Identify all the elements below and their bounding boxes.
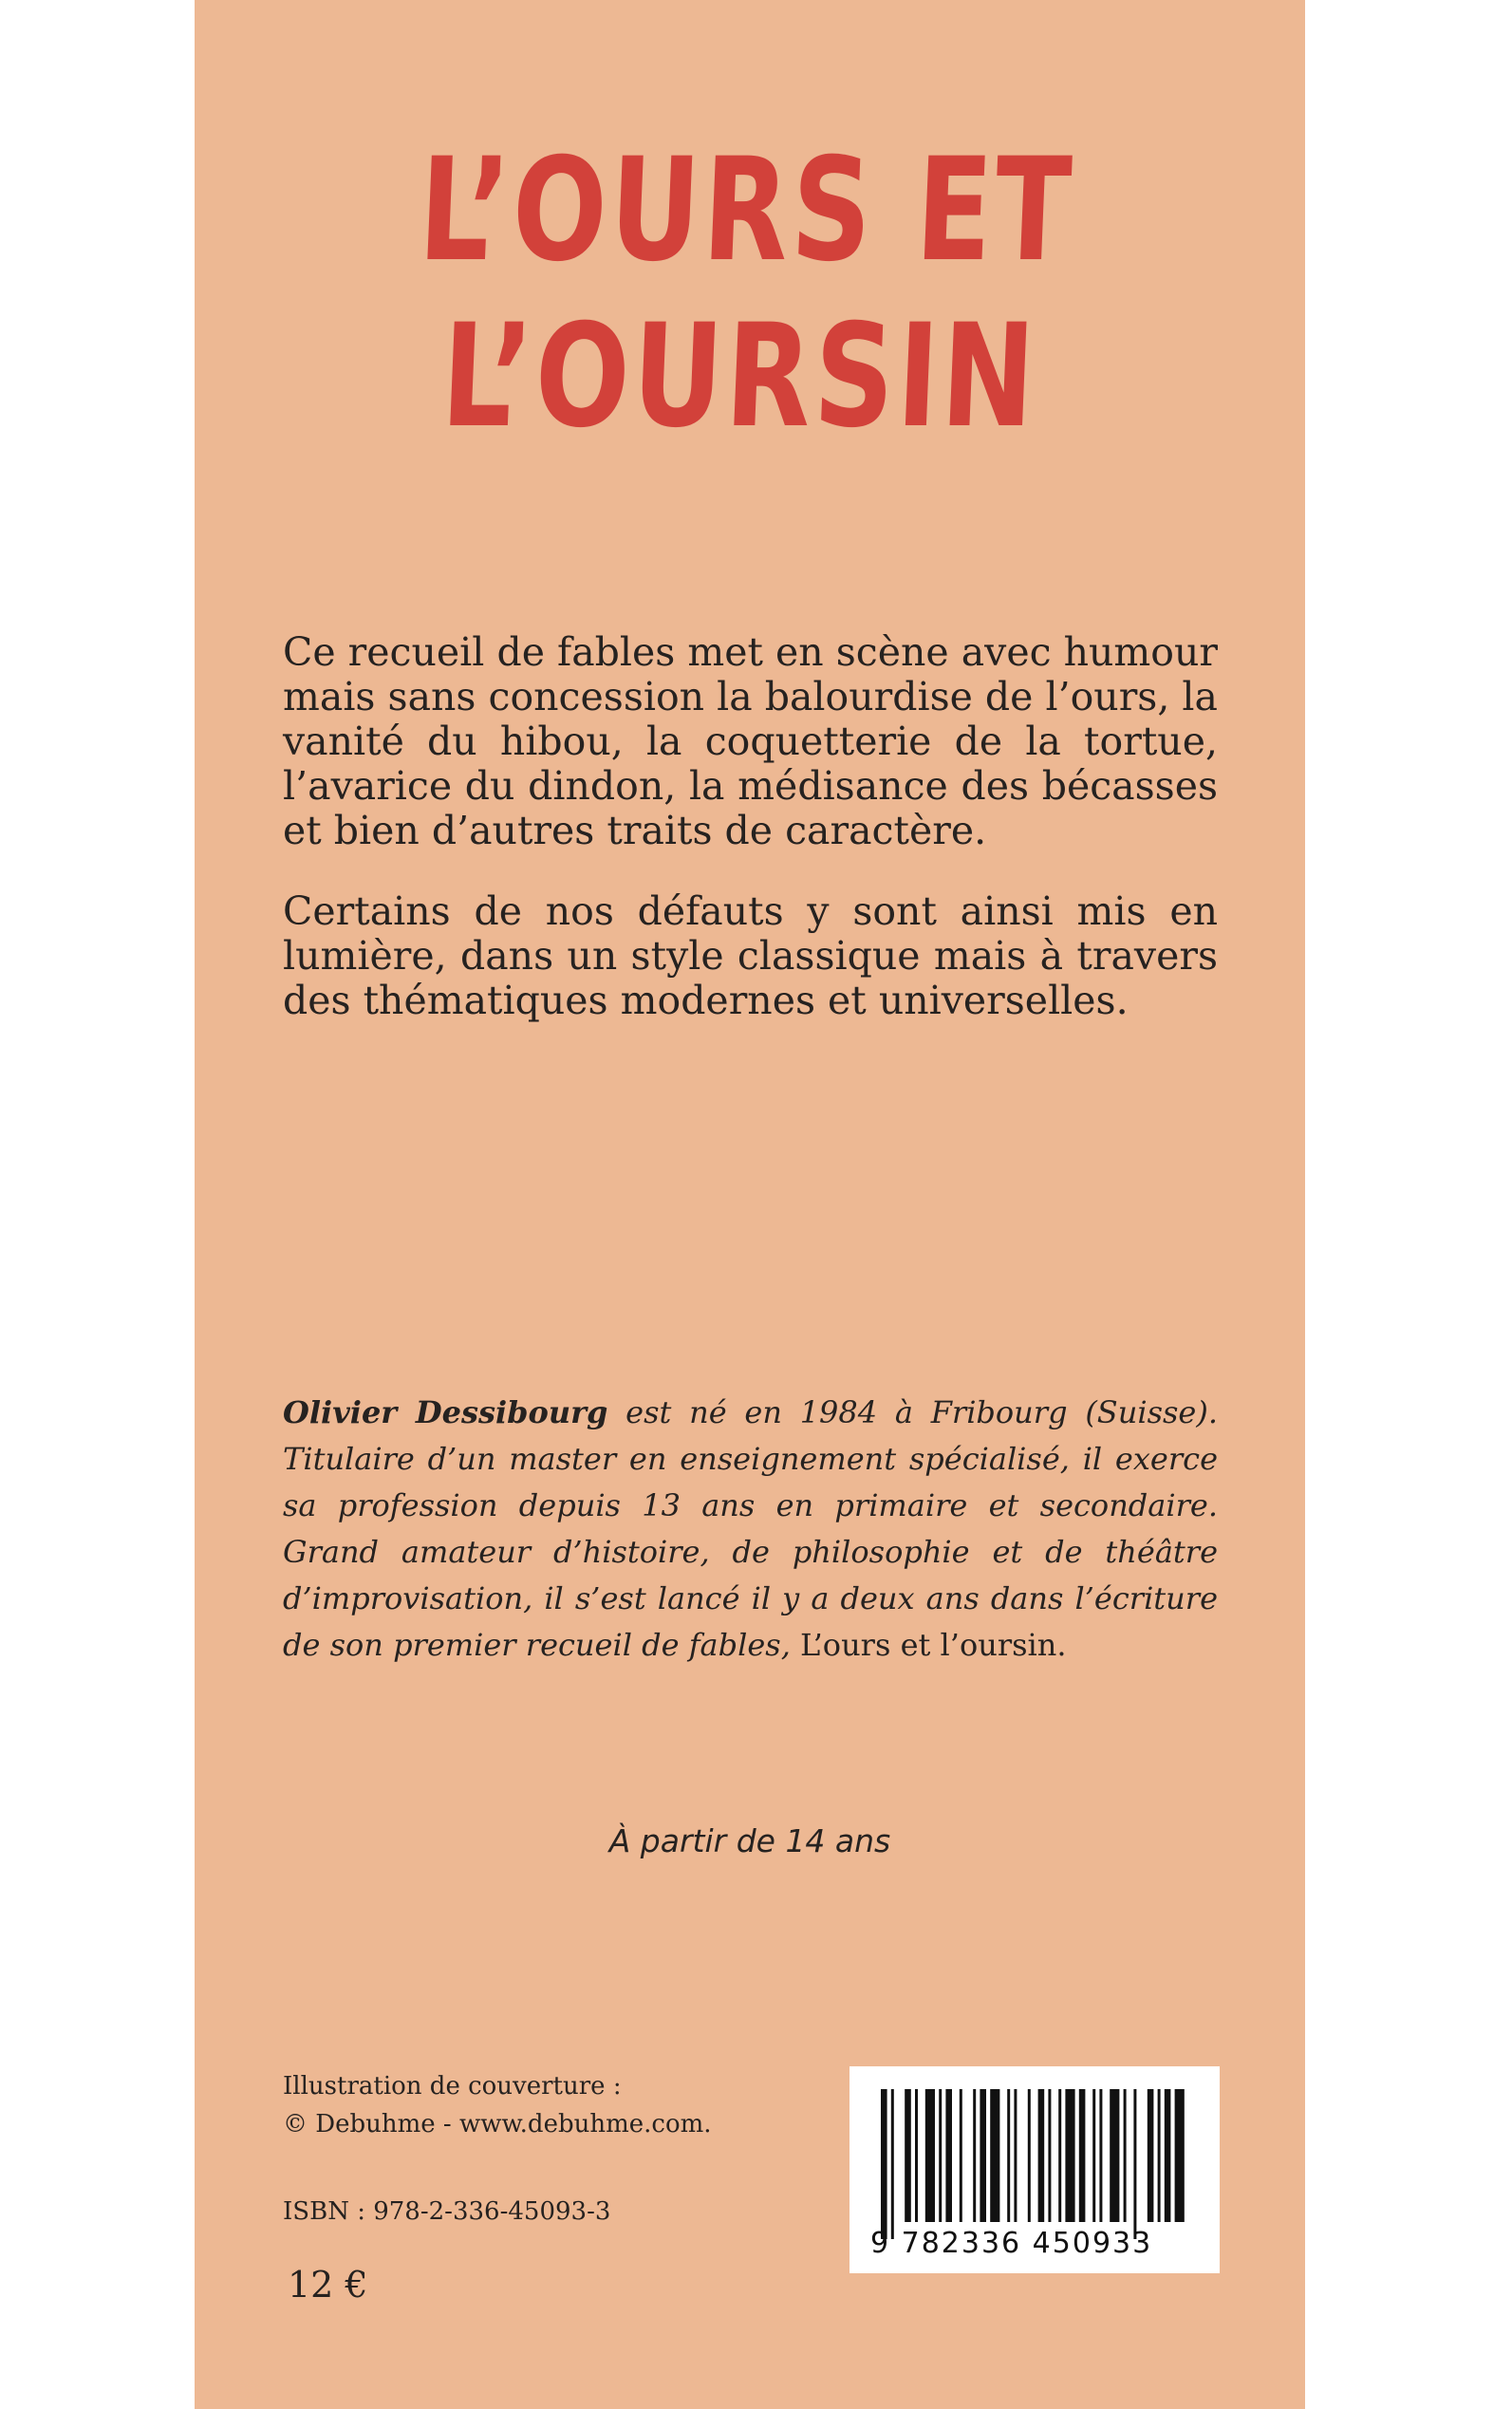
barcode-bar	[881, 2089, 887, 2239]
price: 12 €	[288, 2264, 368, 2306]
barcode-bar	[891, 2089, 894, 2239]
barcode	[849, 2066, 1220, 2273]
barcode-bar	[939, 2089, 942, 2222]
synopsis-paragraph-1: Ce recueil de fables met en scène avec humour mais sans concession la balourdise de l’ours, la vanité du hibou, la coquetterie de la tortue, l’avarice du dindon, la médisance des bécasses et bien d’autres traits de caractère.	[283, 629, 1218, 853]
bio-text: est né en 1984 à Fribourg (Suisse). Titulaire d’un master en enseignement spécialisé, il exerce sa profession depuis 13 ans en primaire et secondaire. Grand amateur d’histoire, de philosophie et de théâtre d’improvisation, il s’est lancé il y a deux ans dans l’écriture de son premier recueil de fables,	[283, 1394, 1219, 1663]
barcode-bar	[1028, 2089, 1031, 2222]
illustration-credits	[283, 2067, 712, 2143]
author-name: Olivier Dessibourg	[283, 1394, 608, 1430]
barcode-bar	[905, 2089, 911, 2222]
barcode-bar	[960, 2089, 962, 2222]
book-title	[303, 128, 1183, 460]
author-bio	[283, 1390, 1218, 1669]
barcode-bar	[1175, 2089, 1185, 2222]
credits-line-2: © Debuhme - www.debuhme.com.	[283, 2110, 712, 2138]
barcode-bar	[990, 2089, 999, 2222]
barcode-bar	[925, 2089, 935, 2222]
barcode-bar	[1048, 2089, 1051, 2222]
barcode-bar	[1124, 2089, 1127, 2222]
title-line-2: L’OURSIN	[439, 294, 1041, 459]
barcode-bar	[980, 2089, 986, 2222]
barcode-digits: 9 782336 450933	[870, 2227, 1153, 2260]
barcode-bar	[1092, 2089, 1095, 2222]
barcode-bar	[1165, 2089, 1171, 2222]
synopsis-paragraph-2: Certains de nos défauts y sont ainsi mis en lumière, dans un style classique mais à travers des thématiques modernes et universelles.	[283, 888, 1218, 1023]
barcode-bar	[945, 2089, 952, 2222]
barcode-bar	[1058, 2089, 1061, 2222]
barcode-bar	[1007, 2089, 1010, 2222]
barcode-bar	[1065, 2089, 1074, 2222]
back-cover	[195, 0, 1305, 2409]
title-line-1: L’OURS ET	[416, 128, 1077, 293]
barcode-bar	[1014, 2089, 1017, 2222]
barcode-bar	[973, 2089, 976, 2222]
age-recommendation: À partir de 14 ans	[608, 1822, 891, 1859]
isbn: ISBN : 978-2-336-45093-3	[283, 2197, 611, 2226]
synopsis	[283, 630, 1218, 1059]
barcode-bar	[1158, 2089, 1161, 2222]
bio-book-title: L’ours et l’oursin.	[800, 1627, 1067, 1663]
barcode-bar	[1079, 2089, 1086, 2222]
credits-line-1: Illustration de couverture :	[283, 2072, 622, 2101]
barcode-bar	[1110, 2089, 1119, 2222]
barcode-bar	[1148, 2089, 1154, 2222]
barcode-bar	[1099, 2089, 1102, 2222]
barcode-bar	[1133, 2089, 1136, 2239]
barcode-bar	[1038, 2089, 1045, 2222]
barcode-bar	[915, 2089, 918, 2222]
